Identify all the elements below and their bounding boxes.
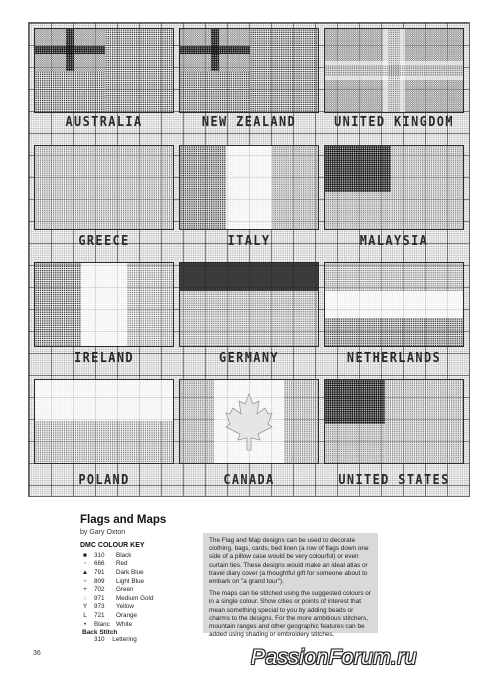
key-symbol: Y xyxy=(82,603,88,611)
band-bottom xyxy=(180,318,318,346)
page-number: 36 xyxy=(33,650,41,657)
key-symbol: + xyxy=(83,586,87,594)
flag-label-germany: GERMANY xyxy=(219,350,279,366)
key-row xyxy=(80,620,200,629)
flag-label-netherlands: NETHERLANDS xyxy=(346,350,442,366)
flag-greece xyxy=(34,145,174,230)
backstitch-number: 310 xyxy=(94,636,105,644)
stripes xyxy=(385,380,463,463)
flag-united-kingdom xyxy=(324,28,464,113)
band-bottom xyxy=(35,421,173,463)
band-left xyxy=(180,146,226,229)
flag-label-ireland: IRELAND xyxy=(74,350,134,366)
flag-label-poland: POLAND xyxy=(78,472,130,488)
band-top xyxy=(325,263,463,291)
key-row xyxy=(80,603,200,612)
stripes-lower xyxy=(325,424,385,463)
key-number: Blanc xyxy=(94,620,110,628)
backstitch-name: Lettering xyxy=(112,636,137,644)
flag-label-australia: AUSTRALIA xyxy=(65,114,143,130)
band-middle xyxy=(226,146,272,229)
backstitch-title: Back Stitch xyxy=(82,629,118,637)
flag-label-united-kingdom: UNITED KINGDOM xyxy=(334,114,454,130)
key-number: 310 xyxy=(94,551,105,559)
flag-canada xyxy=(179,379,319,464)
key-number: 791 xyxy=(94,568,105,576)
flag-poland xyxy=(34,379,174,464)
flag-ireland xyxy=(34,262,174,347)
flag-label-malaysia: MALAYSIA xyxy=(359,233,429,249)
flag-label-new-zealand: NEW ZEALAND xyxy=(201,114,297,130)
flag-label-italy: ITALY xyxy=(227,233,271,249)
page-footer-section xyxy=(0,500,489,690)
key-colour-name: Light Blue xyxy=(116,577,145,585)
colour-key-title: DMC COLOUR KEY xyxy=(80,542,145,549)
key-symbol: L xyxy=(83,611,87,619)
field xyxy=(250,29,318,112)
flag-new-zealand xyxy=(179,28,319,113)
backstitch-row xyxy=(80,636,200,643)
band-middle xyxy=(81,263,127,346)
flag-germany xyxy=(179,262,319,347)
band-right xyxy=(127,263,173,346)
info-paragraph-2: The maps can be stitched using the suggested colours or in a single colour. Show cities or points of interest that mean something special to you by adding beads or charms to the designs. For the more ambitious stitchers, mountain ranges and other geographic features can be added using shading or embroidery stitches. xyxy=(209,590,371,639)
band-right xyxy=(284,380,318,463)
flag-malaysia xyxy=(324,145,464,230)
key-number: 973 xyxy=(94,603,105,611)
canton-cross-v xyxy=(66,29,74,71)
band-top xyxy=(180,263,318,291)
flag-italy xyxy=(179,145,319,230)
watermark: PassionForum.ru xyxy=(251,646,417,669)
key-number: 721 xyxy=(94,611,105,619)
key-row xyxy=(80,568,200,577)
key-colour-name: Medium Gold xyxy=(116,594,154,602)
key-symbol: ◦ xyxy=(83,560,87,568)
key-row xyxy=(80,560,200,569)
key-symbol: + xyxy=(83,577,87,585)
flag-australia xyxy=(34,28,174,113)
field xyxy=(105,29,173,112)
field-lower xyxy=(35,71,105,112)
canton-cross-v xyxy=(211,29,219,71)
key-colour-name: Red xyxy=(116,560,128,568)
key-symbol: ■ xyxy=(83,551,87,559)
key-colour-name: Black xyxy=(116,551,132,559)
key-row xyxy=(80,551,200,560)
band-middle xyxy=(180,291,318,318)
key-row xyxy=(80,611,200,620)
band-middle xyxy=(325,291,463,318)
stripes xyxy=(391,146,463,229)
band-top xyxy=(35,380,173,421)
key-number: 971 xyxy=(94,594,105,602)
flag-label-canada: CANADA xyxy=(223,472,275,488)
maple-leaf-icon xyxy=(224,392,274,452)
key-colour-name: Orange xyxy=(116,611,138,619)
key-colour-name: White xyxy=(116,620,133,628)
key-row xyxy=(80,577,200,586)
stripes xyxy=(35,146,173,229)
key-number: 702 xyxy=(94,586,105,594)
key-colour-name: Yellow xyxy=(116,603,134,611)
canton xyxy=(325,380,385,424)
flag-label-greece: GREECE xyxy=(78,233,130,249)
key-number: 809 xyxy=(94,577,105,585)
author-credit: by Gary Oxton xyxy=(80,529,126,536)
key-colour-name: Dark Blue xyxy=(116,568,144,576)
key-row xyxy=(80,594,200,603)
key-symbol: ▲ xyxy=(81,568,89,576)
page-title: Flags and Maps xyxy=(80,514,167,526)
key-colour-name: Green xyxy=(116,586,134,594)
flag-label-united-states: UNITED STATES xyxy=(338,472,450,488)
info-paragraph-1: The Flag and Map designs can be used to decorate clothing, bags, cards, bed linen (a row of flags down one side of a pillow case would be very colourful) or even curtain ties. These designs would make an ideal atlas or travel diary cover (a thoughtful gift for someone about to embark on "a grand tour"). xyxy=(209,537,369,586)
flag-netherlands xyxy=(324,262,464,347)
stripes-lower xyxy=(325,192,391,229)
cross-v xyxy=(388,29,400,112)
field-lower xyxy=(180,71,250,112)
canton xyxy=(325,146,391,192)
band-right xyxy=(272,146,318,229)
band-bottom xyxy=(325,318,463,346)
key-symbol: • xyxy=(83,620,87,628)
band-left xyxy=(180,380,214,463)
info-box xyxy=(203,533,378,639)
band-left xyxy=(35,263,81,346)
key-symbol: ◌ xyxy=(83,594,87,602)
flag-united-states xyxy=(324,379,464,464)
key-row xyxy=(80,585,200,594)
cross-stitch-chart xyxy=(28,22,470,497)
key-number: 666 xyxy=(94,560,105,568)
colour-key xyxy=(80,551,200,643)
